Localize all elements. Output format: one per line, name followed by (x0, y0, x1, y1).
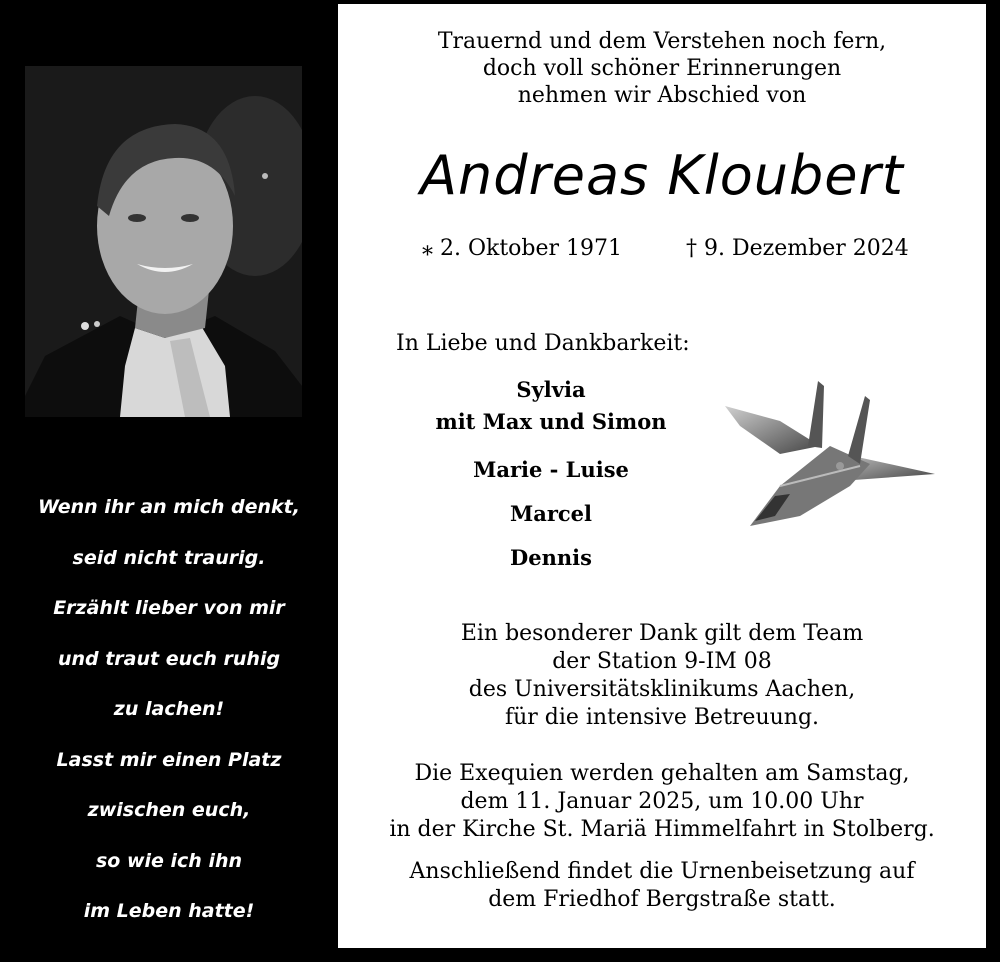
birth-date: ⁎ 2. Oktober 1971 (422, 236, 623, 261)
portrait-photo (25, 66, 302, 417)
burial-line: Anschließend findet die Urnenbeisetzung auf (409, 859, 915, 884)
intro-line: doch voll schöner Erinnerungen (482, 56, 842, 81)
poem-line: zu lachen! (113, 698, 225, 720)
poem-line: so wie ich ihn (95, 849, 243, 872)
left-panel (0, 0, 338, 962)
poem-line: seid nicht traurig. (72, 546, 266, 569)
special-thanks-line: der Station 9-IM 08 (552, 649, 772, 674)
poem-line: im Leben hatte! (83, 900, 255, 922)
exequien-line: in der Kirche St. Mariä Himmelfahrt in Stolberg. (389, 817, 935, 842)
burial-line: dem Friedhof Bergstraße statt. (488, 887, 836, 912)
exequien-line: dem 11. Januar 2025, um 10.00 Uhr (460, 789, 864, 814)
family-member: Marcel (509, 501, 593, 526)
portrait-illustration (25, 66, 302, 417)
intro-line: Trauernd und dem Verstehen noch fern, (437, 29, 887, 54)
fighter-jet-image (720, 376, 938, 536)
special-thanks-line: Ein besonderer Dank gilt dem Team (460, 621, 864, 646)
poem-line: Lasst mir einen Platz (56, 748, 282, 771)
thanks-label: In Liebe und Dankbarkeit: (396, 331, 690, 356)
poem-line: Erzählt lieber von mir (53, 597, 285, 619)
intro-line: nehmen wir Abschied von (517, 83, 807, 108)
special-thanks (338, 620, 986, 732)
special-thanks-line: für die intensive Betreuung. (504, 705, 820, 730)
exequien-line: Die Exequien werden gehalten am Samstag, (414, 761, 910, 786)
poem-line: zwischen euch, (87, 799, 251, 821)
special-thanks-line: des Universitätsklinikums Aachen, (468, 677, 856, 702)
poem (0, 482, 338, 937)
family-member: Marie - Luise (473, 457, 629, 482)
death-date: † 9. Dezember 2024 (686, 236, 909, 261)
deceased-name: Andreas Kloubert (420, 144, 904, 207)
poem-line: und traut euch ruhig (57, 647, 281, 670)
family-member: Sylvia (516, 377, 586, 402)
family-member: mit Max und Simon (435, 409, 667, 434)
burial-info (338, 858, 986, 914)
poem-line: Wenn ihr an mich denkt, (38, 496, 300, 518)
intro-text (338, 28, 986, 109)
obituary-notice (338, 4, 986, 948)
exequien-info (338, 760, 986, 844)
family-member: Dennis (510, 545, 592, 570)
